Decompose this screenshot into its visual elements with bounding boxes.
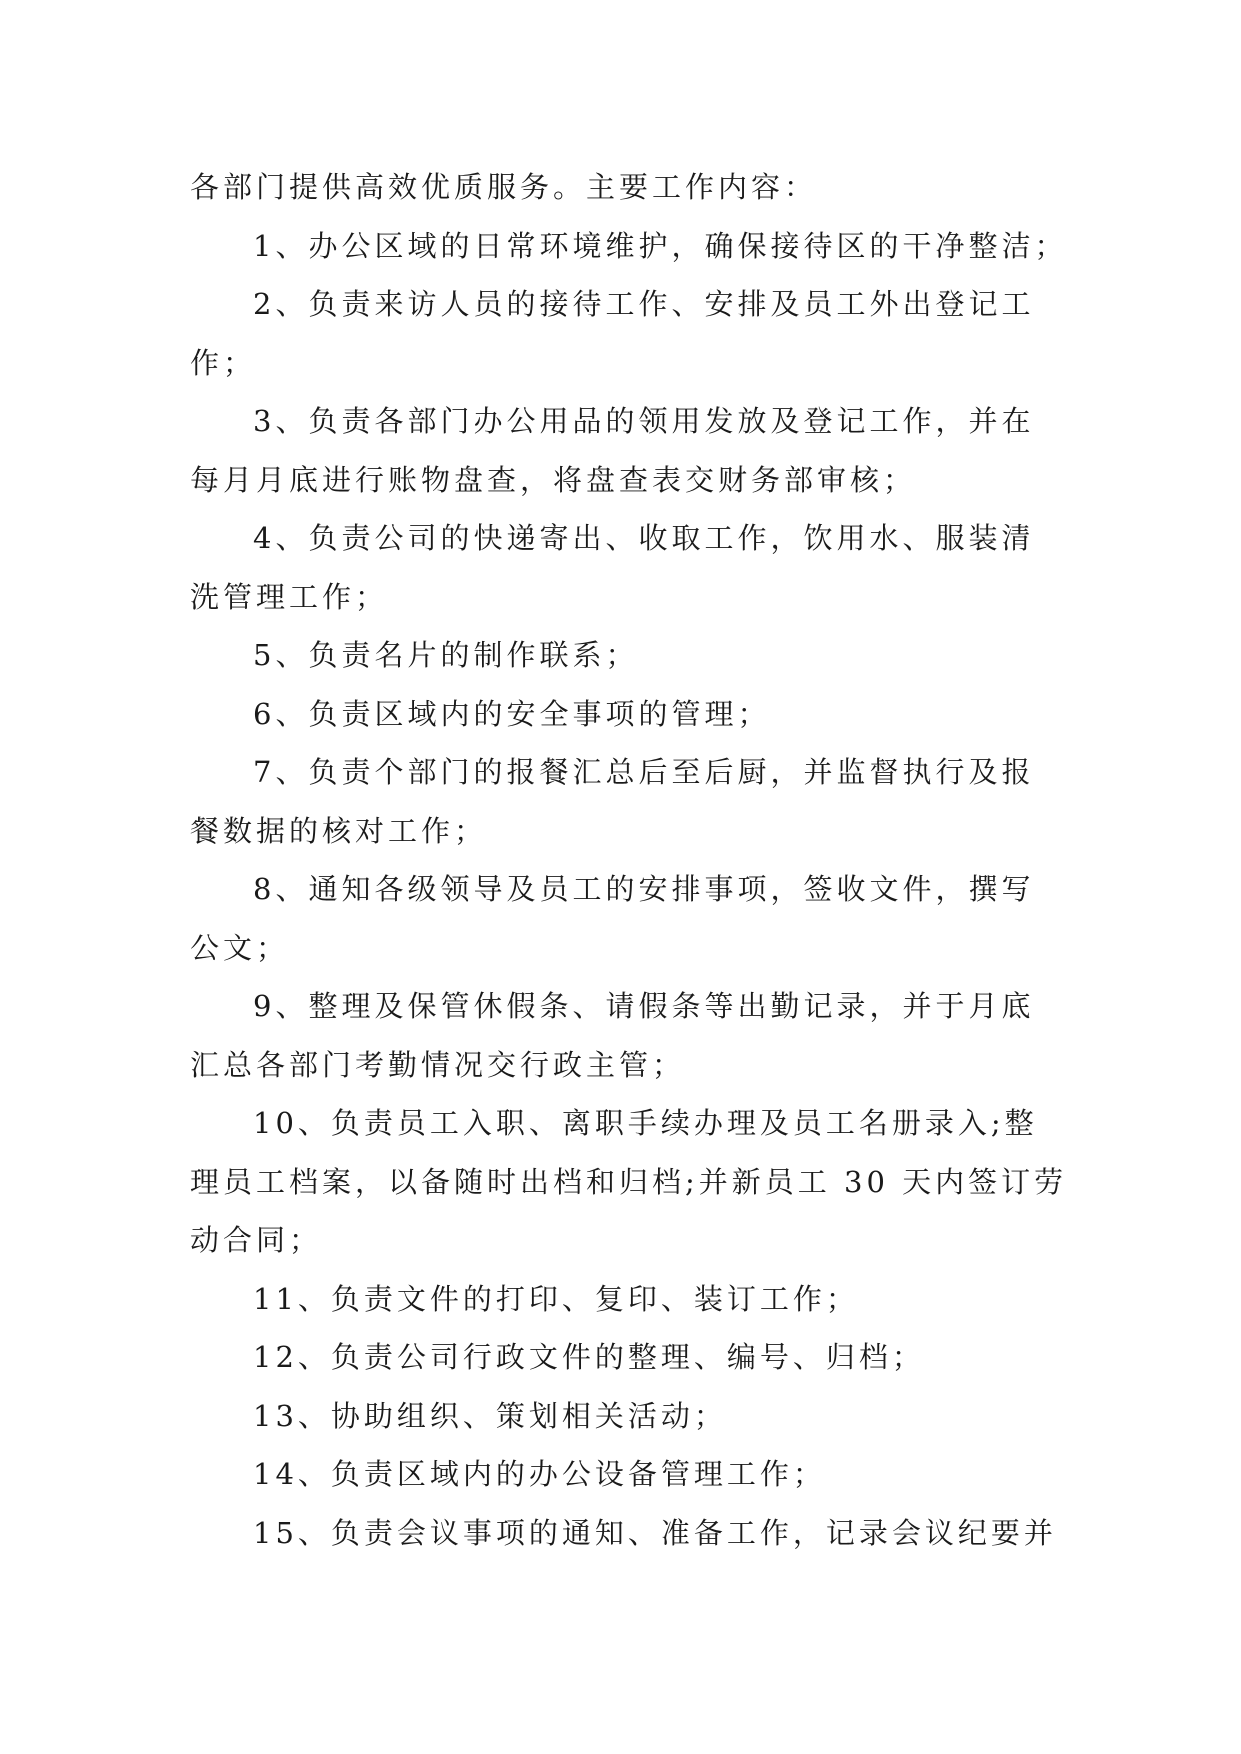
text-line: 5、负责名片的制作联系； bbox=[253, 638, 639, 672]
text-line: 动合同； bbox=[190, 1223, 323, 1257]
text-line: 各部门提供高效优质服务。主要工作内容： bbox=[190, 170, 818, 204]
text-line: 7、负责个部门的报餐汇总后至后厨，并监督执行及报 bbox=[253, 755, 1035, 789]
text-line: 2、负责来访人员的接待工作、安排及员工外出登记工 bbox=[253, 287, 1035, 321]
text-line: 14、负责区域内的办公设备管理工作； bbox=[253, 1457, 826, 1491]
text-line: 9、整理及保管休假条、请假条等出勤记录，并于月底 bbox=[253, 989, 1035, 1023]
text-line: 每月月底进行账物盘查，将盘查表交财务部审核； bbox=[190, 462, 917, 497]
text-line: 4、负责公司的快递寄出、收取工作，饮用水、服装清 bbox=[253, 521, 1035, 555]
text-line: 6、负责区域内的安全事项的管理； bbox=[253, 696, 771, 731]
text-line: 13、协助组织、策划相关活动； bbox=[253, 1398, 727, 1433]
text-line: 汇总各部门考勤情况交行政主管； bbox=[190, 1047, 686, 1082]
document-body bbox=[190, 158, 1068, 1562]
text-line: 15、负责会议事项的通知、准备工作，记录会议纪要并 bbox=[253, 1515, 1057, 1550]
text-line: 12、负责公司行政文件的整理、编号、归档； bbox=[253, 1340, 925, 1374]
text-line: 10、负责员工入职、离职手续办理及员工名册录入;整 bbox=[253, 1106, 1038, 1140]
text-line: 公文； bbox=[190, 930, 290, 965]
text-line: 8、通知各级领导及员工的安排事项，签收文件，撰写 bbox=[253, 872, 1035, 906]
text-line: 餐数据的核对工作； bbox=[190, 813, 488, 848]
text-line: 3、负责各部门办公用品的领用发放及登记工作，并在 bbox=[253, 404, 1035, 438]
text-line: 1、办公区域的日常环境维护，确保接待区的干净整洁； bbox=[253, 228, 1068, 263]
text-line: 洗管理工作； bbox=[190, 579, 389, 614]
text-line: 作； bbox=[190, 345, 257, 380]
text-line: 11、负责文件的打印、复印、装订工作； bbox=[253, 1281, 859, 1316]
text-line: 理员工档案，以备随时出档和归档;并新员工 30 天内签订劳 bbox=[190, 1164, 1068, 1199]
